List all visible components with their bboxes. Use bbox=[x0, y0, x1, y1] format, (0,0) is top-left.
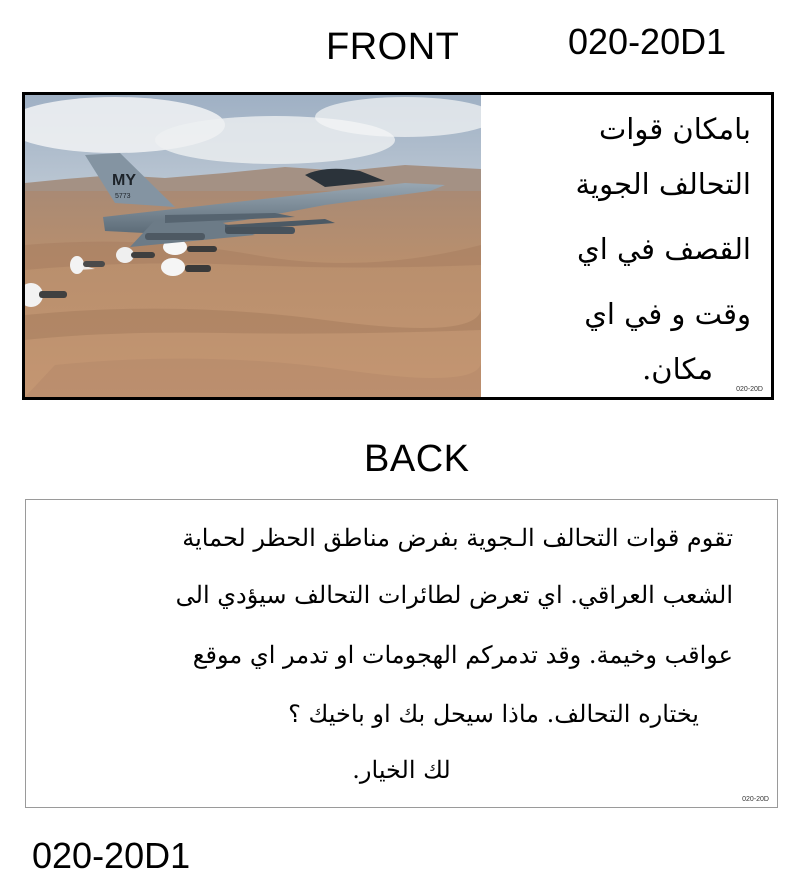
front-text-line: مكان. bbox=[642, 352, 713, 386]
leaflet-code-header: 020-20D1 bbox=[568, 21, 727, 62]
back-heading: BACK bbox=[364, 438, 470, 480]
front-message bbox=[481, 95, 771, 397]
back-small-code: 020-20D bbox=[742, 796, 769, 803]
front-text-line: التحالف الجوية bbox=[575, 167, 751, 201]
back-text-line: يختاره التحالف. ماذا سيحل بك او باخيك ؟ bbox=[288, 700, 699, 728]
front-text-line: القصف في اي bbox=[577, 232, 751, 266]
leaflet-code-footer: 020-20D1 bbox=[32, 835, 191, 876]
back-text-line: عواقب وخيمة. وقد تدمركم الهجومات او تدمر اي موقع bbox=[192, 641, 733, 669]
front-heading: FRONT bbox=[326, 26, 460, 68]
jet-tail-code: MY bbox=[112, 172, 136, 189]
jet-tail-number: 5773 bbox=[115, 193, 131, 200]
back-text-line: الشعب العراقي. اي تعرض لطائرات التحالف سيؤدي الى bbox=[175, 581, 733, 609]
front-small-code: 020-20D bbox=[736, 386, 763, 393]
front-panel bbox=[22, 92, 774, 400]
front-text-line: بامكان قوات bbox=[598, 112, 751, 146]
f16-jet-photo bbox=[25, 95, 481, 397]
back-text-line: لك الخيار. bbox=[352, 756, 451, 784]
back-panel bbox=[25, 499, 778, 808]
front-text-line: وقت و في اي bbox=[584, 297, 751, 331]
back-text-line: تقوم قوات التحالف الـجوية بفرض مناطق الحظر لحماية bbox=[182, 524, 733, 552]
